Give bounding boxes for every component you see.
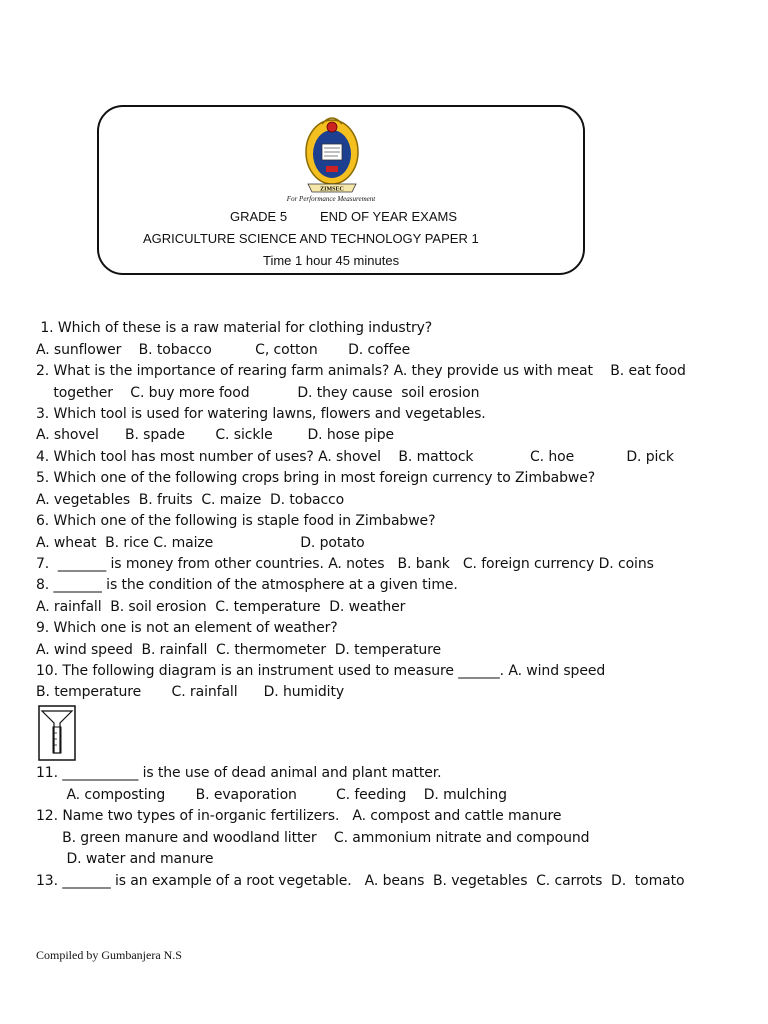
question-line: 7. _______ is money from other countries. A. notes B. bank C. foreign currency D. coins — [36, 556, 654, 572]
question-line: A. shovel B. spade C. sickle D. hose pipe — [36, 427, 394, 443]
question-line: A. vegetables B. fruits C. maize D. tobacco — [36, 492, 345, 508]
grade-label: GRADE 5 — [230, 209, 288, 224]
question-line: 6. Which one of the following is staple food in Zimbabwe? — [36, 513, 436, 529]
question-line: A. sunflower B. tobacco C, cotton D. coffee — [36, 342, 411, 358]
question-line: A. composting B. evaporation C. feeding D. mulching — [36, 787, 507, 803]
question-line: A. wind speed B. rainfall C. thermometer D. temperature — [36, 642, 442, 658]
logo-text: ZIMSEC — [320, 186, 344, 193]
question-line: D. water and manure — [36, 851, 214, 867]
question-line: 3. Which tool is used for watering lawns, flowers and vegetables. — [36, 406, 486, 422]
time-label: Time 1 hour 45 minutes — [263, 253, 400, 268]
zimsec-logo — [292, 110, 372, 205]
footer-credit: Compiled by Gumbanjera N.S — [36, 948, 182, 962]
logo-caption: For Performance Measurement — [286, 195, 376, 203]
question-line: B. green manure and woodland litter C. ammonium nitrate and compound — [36, 830, 590, 846]
subject-label: AGRICULTURE SCIENCE AND TECHNOLOGY PAPER 1 — [143, 231, 479, 246]
question-line: 4. Which tool has most number of uses? A. shovel B. mattock C. hoe D. pick — [36, 449, 674, 465]
question-line: 2. What is the importance of rearing farm animals? A. they provide us with meat B. eat food — [36, 363, 686, 379]
question-line: 5. Which one of the following crops bring in most foreign currency to Zimbabwe? — [36, 470, 596, 486]
question-line: together C. buy more food D. they cause soil erosion — [36, 385, 480, 401]
question-line: A. wheat B. rice C. maize D. potato — [36, 535, 365, 551]
question-line: B. temperature C. rainfall D. humidity — [36, 684, 345, 700]
rain-gauge-diagram — [38, 703, 76, 761]
question-line: 10. The following diagram is an instrument used to measure ______. A. wind speed — [36, 663, 606, 679]
question-line: 13. _______ is an example of a root vegetable. A. beans B. vegetables C. carrots D. tomato — [36, 873, 685, 889]
question-line: A. rainfall B. soil erosion C. temperature D. weather — [36, 599, 406, 615]
question-line: 12. Name two types of in-organic fertilizers. A. compost and cattle manure — [36, 808, 562, 824]
question-line: 1. Which of these is a raw material for clothing industry? — [36, 320, 433, 336]
exam-label: END OF YEAR EXAMS — [320, 209, 458, 224]
question-line: 11. ___________ is the use of dead animal and plant matter. — [36, 765, 442, 781]
question-line: 9. Which one is not an element of weather? — [36, 620, 338, 636]
question-line: 8. _______ is the condition of the atmosphere at a given time. — [36, 577, 458, 593]
